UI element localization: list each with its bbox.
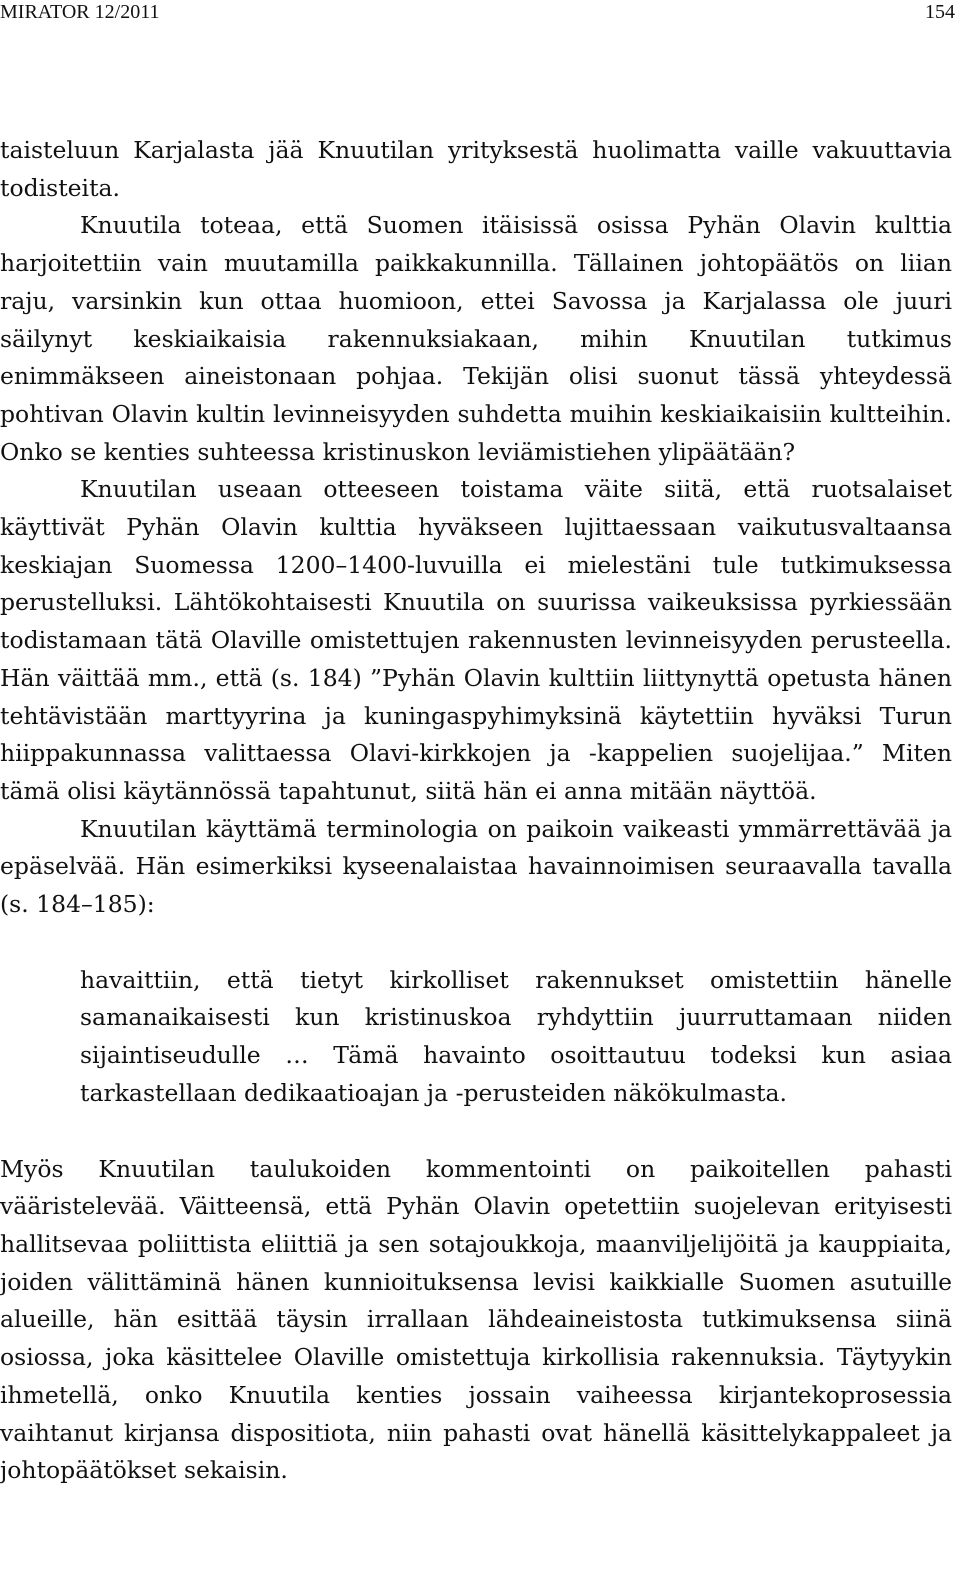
paragraph: Knuutilan käyttämä terminologia on paikoin vaikeasti ymmärrettävää ja epäselvää. Hän esimerkiksi kyseenalaistaa havainnoimisen seuraavalla tavalla (s. 184–185):: [0, 814, 952, 919]
block-quote: havaittiin, että tietyt kirkolliset rakennukset omistettiin hänelle samanaikaisesti kun kristinuskoa ryhdyttiin juurruttamaan niiden sijaintiseudulle … Tämä havainto osoittautuu todeksi kun asiaa tarkastellaan dedikaatioajan ja -perusteiden näkökulmasta.: [80, 965, 952, 1107]
paragraph-continuation: taisteluun Karjalasta jää Knuutilan yrityksestä huolimatta vaille vakuuttavia todisteita.: [0, 136, 952, 202]
paragraph: Myös Knuutilan taulukoiden kommentointi on paikoitellen pahasti vääristelevää. Väitteensä, että Pyhän Olavin opetettiin suojelevan erityisesti hallitsevaa poliittista eliittiä ja sen sotajoukkoja, maanviljelijöitä ja kauppiaita, joiden välittäminä hänen kunnioituksensa levisi kaikkialle Suomen asutuille alueille, hän esittää täysin irrallaan lähdeaineistosta tutkimuksensa siinä osiossa, joka käsittelee Olaville omistettuja kirkollisia rakennuksia. Täytyykin ihmetellä, onko Knuutila kenties jossain vaiheessa kirjantekoprosessia vaihtanut kirjansa dispositiota, niin pahasti ovat hänellä käsittelykappaleet ja johtopäätökset sekaisin.: [0, 1154, 952, 1485]
paragraph: Knuutilan useaan otteeseen toistama väite siitä, että ruotsalaiset käyttivät Pyhän Olavin kulttia hyväkseen lujittaessaan vaikutusvaltaansa keskiajan Suomessa 1200–1400-luvuilla ei mielestäni tule tutkimuksessa perustelluksi. Lähtökohtaisesti Knuutila on suurissa vaikeuksissa pyrkiessään todistamaan tätä Olaville omistettujen rakennusten levinneisyyden perusteella. Hän väittää mm., että (s. 184) ”Pyhän Olavin kulttiin liittynyttä opetusta hänen tehtävistään marttyyrina ja kuningaspyhimyksinä käytettiin hyväksi Turun hiippakunnassa valittaessa Olavi-kirkkojen ja -kappelien suojelijaa.” Miten tämä olisi käytännössä tapahtunut, siitä hän ei anna mitään näyttöä.: [0, 475, 952, 805]
article-body: [0, 132, 952, 1490]
paragraph: Knuutila toteaa, että Suomen itäisissä osissa Pyhän Olavin kulttia harjoitettiin vain muutamilla paikkakunnilla. Tällainen johtopäätös on liian raju, varsinkin kun ottaa huomioon, ettei Savossa ja Karjalassa ole juuri säilynyt keskiaikaisia rakennuksiakaan, mihin Knuutilan tutkimus enimmäkseen aineistonaan pohjaa. Tekijän olisi suonut tässä yhteydessä pohtivan Olavin kultin levinneisyyden suhdetta muihin keskiaikaisiin kultteihin. Onko se kenties suhteessa kristinuskon leviämistiehen ylipäätään?: [0, 211, 952, 466]
page-number: 154: [925, 1, 955, 23]
journal-issue: MIRATOR 12/2011: [0, 1, 160, 23]
page-header: [0, 0, 960, 24]
